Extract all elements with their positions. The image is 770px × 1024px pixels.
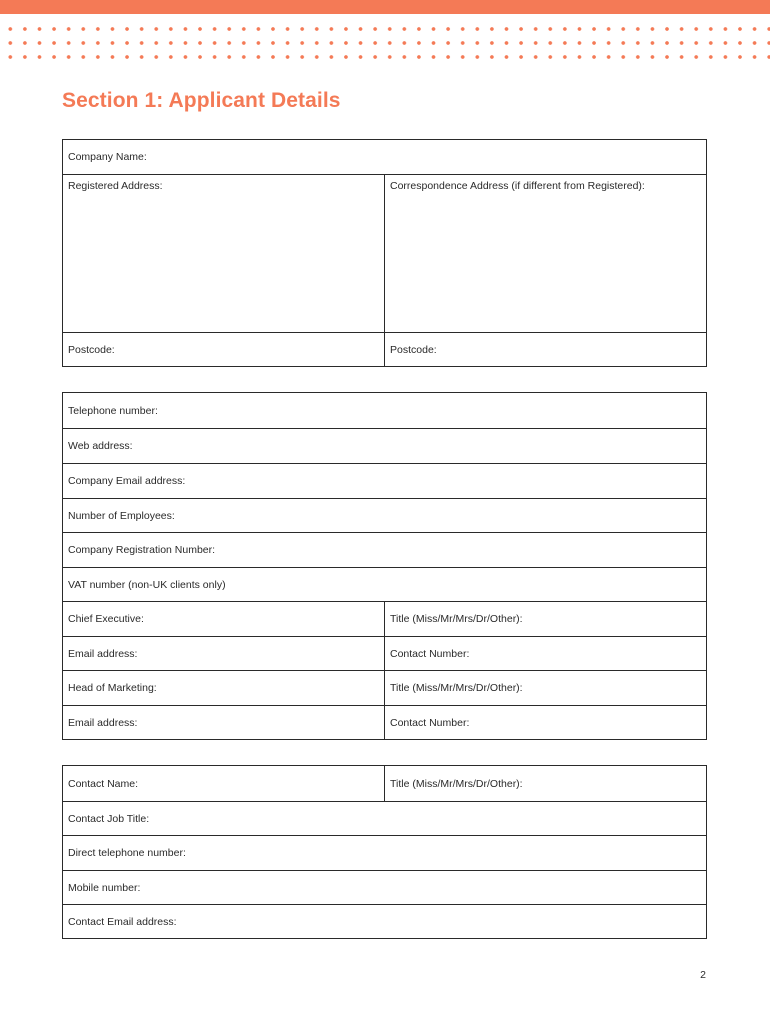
head-of-marketing-contact-field[interactable]: Contact Number: xyxy=(390,716,470,729)
mobile-number-field[interactable]: Mobile number: xyxy=(68,881,141,894)
company-address-section xyxy=(62,139,707,367)
direct-telephone-field[interactable]: Direct telephone number: xyxy=(68,847,186,859)
correspondence-postcode-field[interactable]: Postcode: xyxy=(390,343,437,356)
contact-job-title-field[interactable]: Contact Job Title: xyxy=(68,812,150,825)
company-email-field[interactable]: Company Email address: xyxy=(68,475,186,487)
header-dot-pattern xyxy=(0,22,770,60)
telephone-field[interactable]: Telephone number: xyxy=(68,404,158,417)
chief-executive-field[interactable]: Chief Executive: xyxy=(63,602,385,636)
chief-executive-title-field[interactable]: Title (Miss/Mr/Mrs/Dr/Other): xyxy=(390,613,523,625)
company-name-field[interactable]: Company Name: xyxy=(68,151,147,163)
section-title: Section 1: Applicant Details xyxy=(62,89,341,112)
chief-executive-email-field[interactable]: Email address: xyxy=(63,637,385,670)
head-of-marketing-email-field[interactable]: Email address: xyxy=(63,706,385,739)
vat-number-field[interactable]: VAT number (non-UK clients only) xyxy=(68,578,226,591)
head-of-marketing-title-field[interactable]: Title (Miss/Mr/Mrs/Dr/Other): xyxy=(390,682,523,694)
contact-name-field[interactable]: Contact Name: xyxy=(63,766,385,801)
contact-email-field[interactable]: Contact Email address: xyxy=(68,915,177,928)
employees-field[interactable]: Number of Employees: xyxy=(68,509,175,522)
chief-executive-contact-field[interactable]: Contact Number: xyxy=(390,647,470,660)
head-of-marketing-field[interactable]: Head of Marketing: xyxy=(63,671,385,705)
contact-title-field[interactable]: Title (Miss/Mr/Mrs/Dr/Other): xyxy=(390,777,523,790)
page-number: 2 xyxy=(700,969,706,981)
registration-number-field[interactable]: Company Registration Number: xyxy=(68,544,216,556)
registered-postcode-field[interactable]: Postcode: xyxy=(63,333,385,366)
contact-person-section xyxy=(62,765,707,939)
registered-address-field[interactable]: Registered Address: xyxy=(63,175,385,332)
header-accent-bar xyxy=(0,0,770,14)
company-details-section xyxy=(62,392,707,740)
web-address-field[interactable]: Web address: xyxy=(68,440,133,452)
correspondence-address-field[interactable]: Correspondence Address (if different from Registered): xyxy=(390,180,645,192)
